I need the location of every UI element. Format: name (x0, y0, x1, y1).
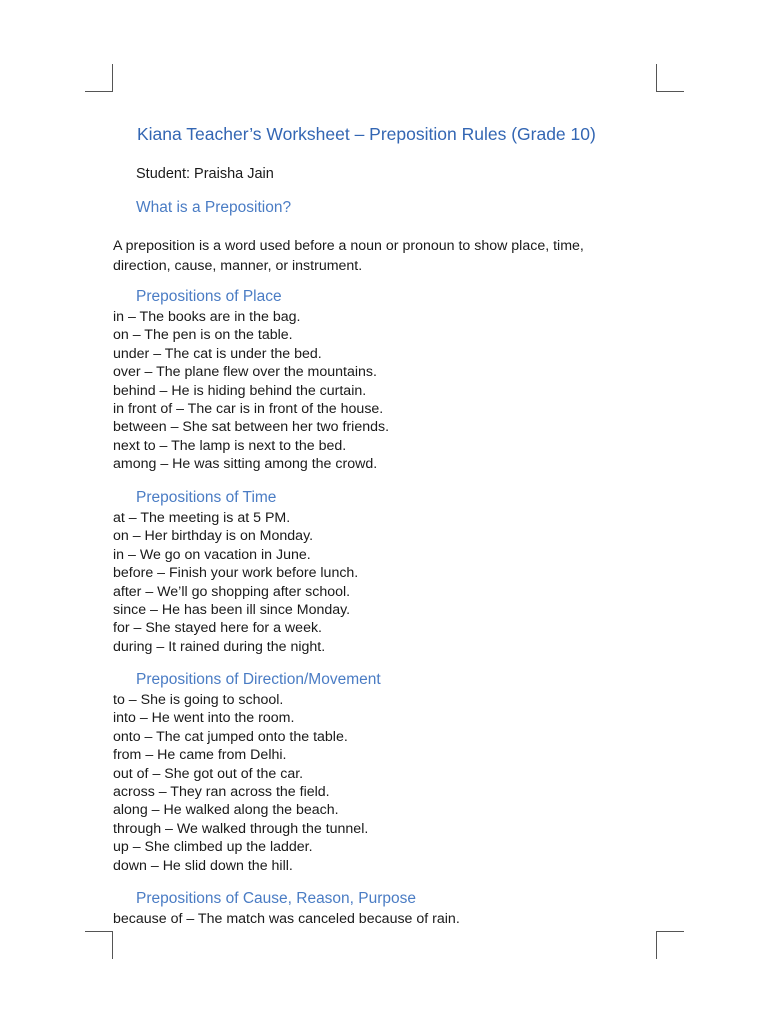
list-item: on – The pen is on the table. (113, 327, 293, 344)
list-item: out of – She got out of the car. (113, 765, 304, 782)
crop-mark-bottom-left-vertical (112, 931, 113, 959)
list-item: into – He went into the room. (113, 710, 295, 727)
crop-mark-top-left-horizontal (85, 91, 113, 92)
list-time (113, 509, 358, 656)
list-item: through – We walked through the tunnel. (113, 820, 369, 837)
list-item: in front of – The car is in front of the house. (113, 400, 384, 417)
list-item: on – Her birthday is on Monday. (113, 528, 314, 545)
list-item: over – The plane flew over the mountains. (113, 364, 377, 381)
student-name: Student: Praisha Jain (136, 166, 274, 182)
list-item: in – We go on vacation in June. (113, 546, 311, 563)
list-item: before – Finish your work before lunch. (113, 565, 359, 582)
crop-mark-top-right-vertical (656, 64, 657, 92)
list-item: up – She climbed up the ladder. (113, 839, 313, 856)
crop-mark-top-left-vertical (112, 64, 113, 92)
heading-cause: Prepositions of Cause, Reason, Purpose (136, 890, 417, 907)
list-item: in – The books are in the bag. (113, 309, 301, 325)
crop-mark-bottom-left-horizontal (85, 931, 113, 932)
list-direction (113, 691, 368, 875)
list-item: at – The meeting is at 5 PM. (113, 510, 291, 526)
heading-what-is-preposition: What is a Preposition? (136, 199, 292, 216)
list-item: after – We’ll go shopping after school. (113, 583, 351, 600)
list-cause (113, 910, 460, 928)
crop-mark-bottom-right-vertical (656, 931, 657, 959)
list-place (113, 308, 389, 474)
list-item: between – She sat between her two friends. (113, 419, 390, 436)
list-item: onto – The cat jumped onto the table. (113, 728, 348, 745)
heading-direction: Prepositions of Direction/Movement (136, 671, 381, 688)
list-item: since – He has been ill since Monday. (113, 601, 351, 618)
list-item: from – He came from Delhi. (113, 747, 287, 764)
heading-place: Prepositions of Place (136, 288, 282, 305)
list-item: across – They ran across the field. (113, 783, 330, 800)
intro-paragraph: A preposition is a word used before a noun or pronoun to show place, time, direction, cause, manner, or instrument. (113, 238, 584, 274)
heading-time: Prepositions of Time (136, 489, 277, 506)
list-item: because of – The match was canceled because of rain. (113, 911, 460, 927)
worksheet-title: Kiana Teacher’s Worksheet – Preposition Rules (Grade 10) (137, 124, 596, 144)
list-item: along – He walked along the beach. (113, 802, 339, 819)
list-item: behind – He is hiding behind the curtain. (113, 382, 367, 399)
list-item: during – It rained during the night. (113, 638, 326, 655)
list-item: to – She is going to school. (113, 692, 284, 708)
list-item: among – He was sitting among the crowd. (113, 456, 378, 473)
crop-mark-bottom-right-horizontal (656, 931, 684, 932)
list-item: under – The cat is under the bed. (113, 345, 322, 362)
crop-mark-top-right-horizontal (656, 91, 684, 92)
list-item: next to – The lamp is next to the bed. (113, 437, 347, 454)
list-item: down – He slid down the hill. (113, 857, 293, 874)
list-item: for – She stayed here for a week. (113, 620, 322, 637)
